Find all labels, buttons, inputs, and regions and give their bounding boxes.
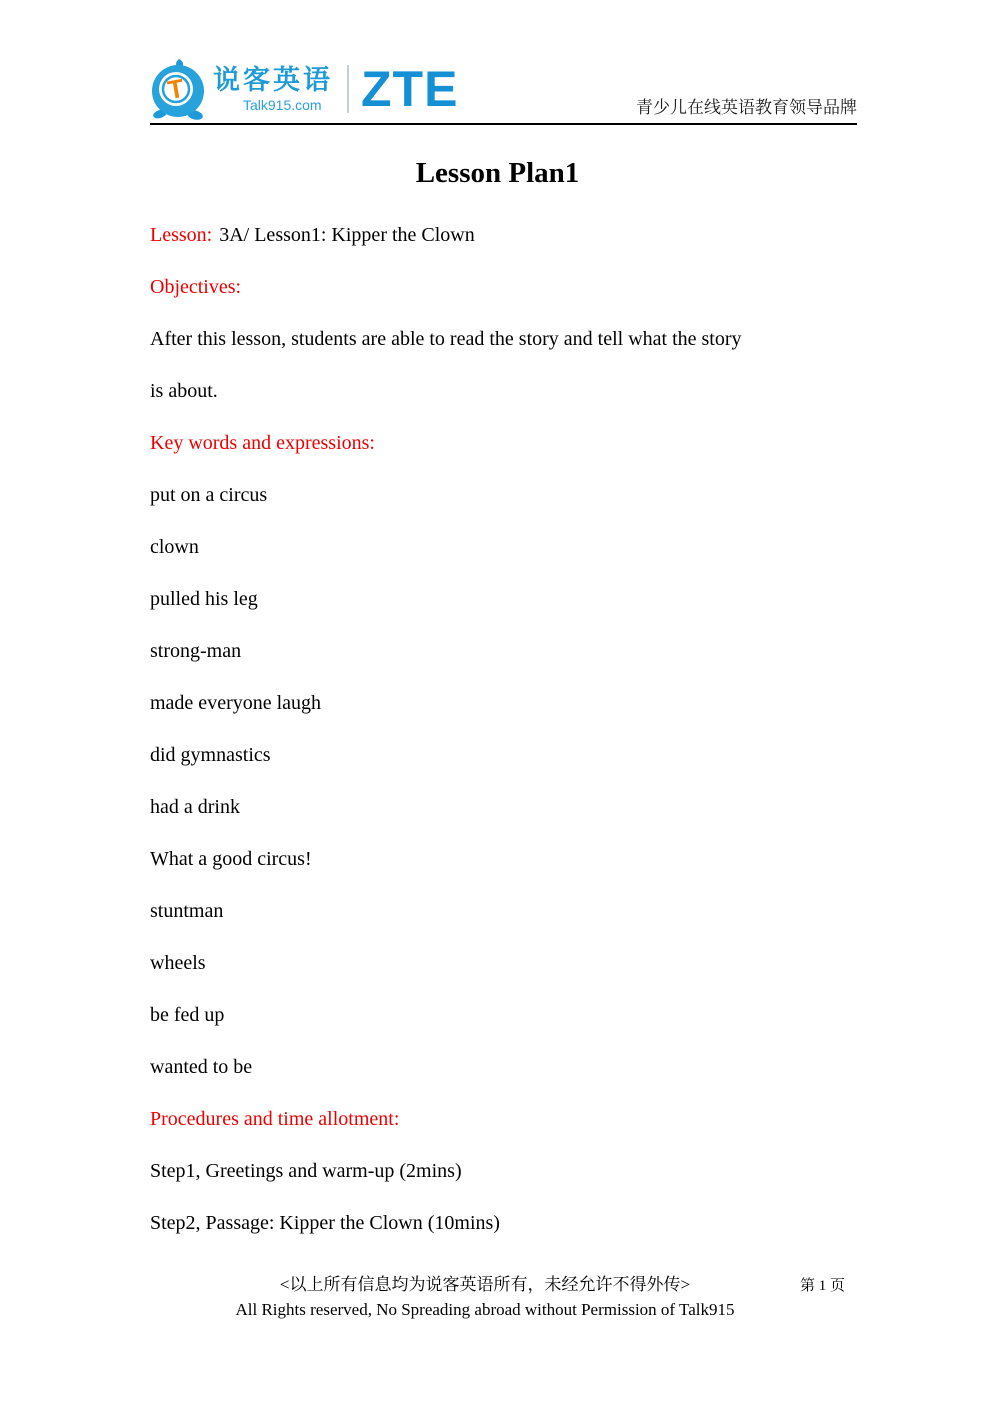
- lesson-line: [150, 209, 870, 261]
- brand-text: [213, 64, 333, 113]
- keyword-item: be fed up: [150, 1004, 225, 1026]
- page-title: Lesson Plan1: [415, 157, 580, 189]
- lesson-label: Lesson:: [150, 224, 213, 246]
- objectives-text-line2: is about.: [150, 380, 218, 402]
- page-header: [150, 55, 857, 125]
- talk915-mascot-icon: [150, 57, 208, 121]
- mascot-letter: T: [165, 72, 187, 106]
- keyword-item: did gymnastics: [150, 744, 271, 766]
- logo-divider: [347, 65, 349, 113]
- keywords-heading: Key words and expressions:: [150, 432, 375, 454]
- procedure-step: Step2, Passage: Kipper the Clown (10mins): [150, 1212, 500, 1234]
- zte-logo: ZTE: [361, 60, 459, 117]
- brand-site-url: Talk915.com: [243, 96, 322, 113]
- procedure-step: Step1, Greetings and warm-up (2mins): [150, 1160, 462, 1182]
- footer-notice-en: All Rights reserved, No Spreading abroad without Permission of Talk915: [235, 1300, 735, 1319]
- keyword-item: put on a circus: [150, 484, 268, 506]
- footer-notice-cn: <以上所有信息均为说客英语所有，未经允许不得外传>: [279, 1275, 691, 1294]
- keyword-item: What a good circus!: [150, 848, 312, 870]
- keyword-item: clown: [150, 536, 199, 558]
- keyword-item: made everyone laugh: [150, 692, 322, 714]
- objectives-text-line1: After this lesson, students are able to read the story and tell what the story: [150, 328, 742, 350]
- keyword-item: stuntman: [150, 900, 224, 922]
- document-body: [150, 209, 870, 1249]
- lesson-value: 3A/ Lesson1: Kipper the Clown: [219, 224, 475, 246]
- keyword-item: had a drink: [150, 796, 240, 818]
- objectives-heading: Objectives:: [150, 276, 242, 298]
- keyword-item: wanted to be: [150, 1056, 253, 1078]
- page-footer: [150, 1272, 820, 1322]
- keyword-item: strong-man: [150, 640, 242, 662]
- procedures-heading: Procedures and time allotment:: [150, 1108, 400, 1130]
- keyword-item: pulled his leg: [150, 588, 258, 610]
- talk915-logo: [150, 57, 458, 121]
- brand-name-cn: 说客英语: [213, 64, 333, 95]
- keyword-item: wheels: [150, 952, 206, 974]
- header-tagline: 青少儿在线英语教育领导品牌: [636, 98, 857, 117]
- page-number: 第 1 页: [799, 1278, 845, 1294]
